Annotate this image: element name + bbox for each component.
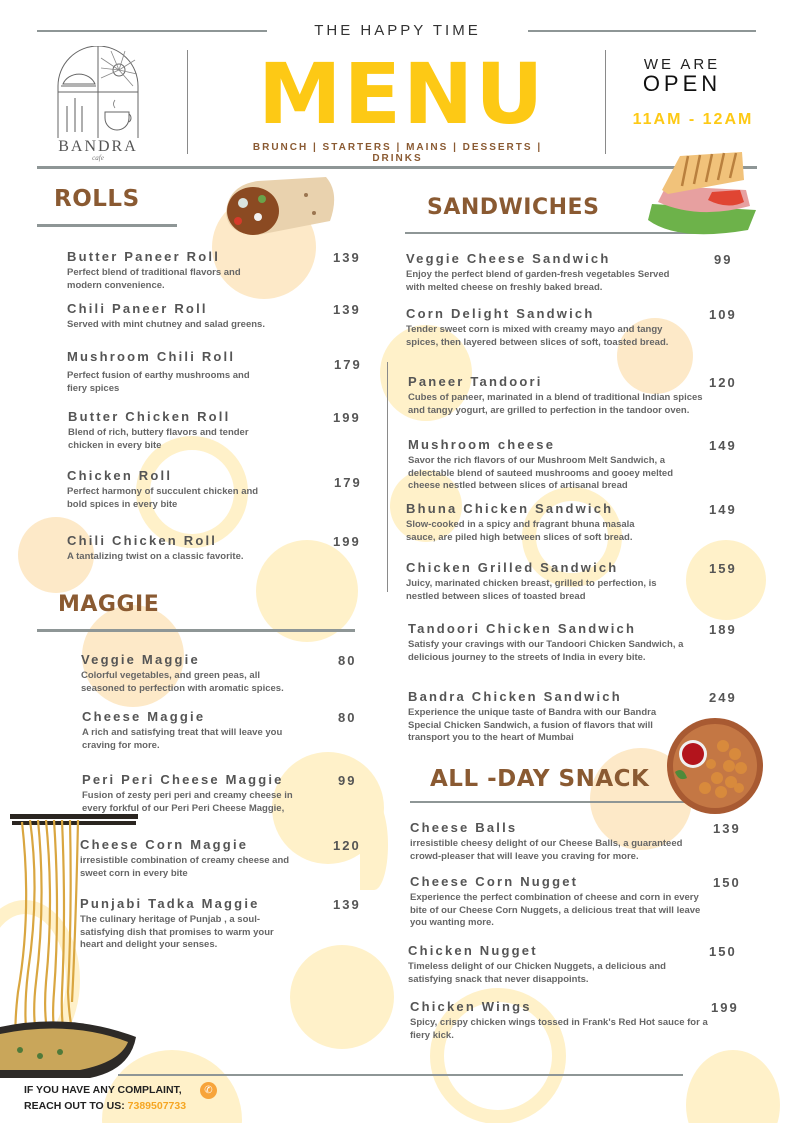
item-description: irresistible cheesy delight of our Cheese Balls, a guaranteed crowd-pleaser that will leave you craving for more. bbox=[410, 838, 683, 862]
item-name: Butter Paneer Roll bbox=[67, 249, 221, 264]
complaint-notice bbox=[24, 1082, 186, 1114]
item-description: Served with mint chutney and salad greens. bbox=[67, 319, 265, 330]
phone-number[interactable]: 7389507733 bbox=[127, 1100, 187, 1112]
item-price: 120 bbox=[709, 375, 737, 390]
item-name: Veggie Maggie bbox=[81, 652, 200, 667]
menu-item bbox=[67, 249, 267, 292]
item-description: The culinary heritage of Punjab , a soul-satisfying dish that promises to warm your heart and delight your senses. bbox=[80, 914, 274, 950]
item-price: 179 bbox=[334, 475, 362, 490]
item-name: Chicken Wings bbox=[410, 999, 532, 1014]
item-price: 139 bbox=[333, 302, 361, 317]
item-description: Perfect fusion of earthy mushrooms and fiery spices bbox=[67, 370, 250, 394]
item-name: Chicken Nugget bbox=[408, 943, 538, 958]
item-name: Bhuna Chicken Sandwich bbox=[406, 501, 614, 516]
complaint-line1: IF YOU HAVE ANY COMPLAINT, bbox=[24, 1084, 182, 1096]
item-description: A rich and satisfying treat that will leave you craving for more. bbox=[82, 727, 283, 751]
item-name: Tandoori Chicken Sandwich bbox=[408, 621, 637, 636]
item-description: Blend of rich, buttery flavors and tender chicken in every bite bbox=[68, 427, 249, 451]
header-line-right bbox=[528, 30, 756, 32]
item-price: 139 bbox=[333, 897, 361, 912]
item-name: Cheese Balls bbox=[410, 820, 518, 835]
menu-item bbox=[82, 709, 297, 752]
item-name: Butter Chicken Roll bbox=[68, 409, 231, 424]
item-price: 179 bbox=[334, 357, 362, 372]
item-description: Colorful vegetables, and green peas, all seasoned to perfection with aromatic spices. bbox=[81, 670, 284, 694]
menu-item bbox=[67, 301, 307, 332]
menu-item bbox=[67, 533, 307, 564]
menu-item bbox=[410, 999, 710, 1042]
item-name: Cheese Corn Maggie bbox=[80, 837, 249, 852]
logo-emblem-icon bbox=[55, 46, 141, 138]
menu-subtitle: THE HAPPY TIME bbox=[314, 22, 481, 39]
menu-item bbox=[406, 560, 676, 603]
item-description: Spicy, crispy chicken wings tossed in Frank's Red Hot sauce for a fiery kick. bbox=[410, 1017, 708, 1041]
wrap-roll-image bbox=[218, 173, 338, 239]
menu-item bbox=[408, 437, 683, 493]
section-title-maggie: MAGGIE bbox=[58, 592, 160, 617]
item-price: 120 bbox=[333, 838, 361, 853]
page-title: MENU bbox=[258, 45, 546, 143]
item-name: Bandra Chicken Sandwich bbox=[408, 689, 622, 704]
item-description: Perfect blend of traditional flavors and modern convenience. bbox=[67, 267, 241, 291]
complaint-line2 bbox=[24, 1098, 186, 1114]
item-description: Slow-cooked in a spicy and fragrant bhuna masala sauce, are piled high between slices of soft bread. bbox=[406, 519, 635, 543]
logo-subtitle: cafe bbox=[92, 154, 104, 162]
complaint-label: REACH OUT TO US: bbox=[24, 1100, 125, 1112]
menu-item bbox=[408, 943, 678, 986]
item-description: irresistible combination of creamy cheese and sweet corn in every bite bbox=[80, 855, 290, 879]
menu-item bbox=[408, 621, 698, 664]
item-name: Cheese Maggie bbox=[82, 709, 206, 724]
item-price: 139 bbox=[713, 821, 741, 836]
item-description: Enjoy the perfect blend of garden-fresh vegetables Served with melted cheese on freshly baked bread. bbox=[406, 269, 670, 293]
maggie-underline bbox=[37, 629, 355, 632]
item-name: Chili Paneer Roll bbox=[67, 301, 208, 316]
item-price: 149 bbox=[709, 502, 737, 517]
item-name: Chicken Roll bbox=[67, 468, 173, 483]
decor-circle bbox=[360, 800, 388, 890]
item-name: Chili Chicken Roll bbox=[67, 533, 218, 548]
menu-item bbox=[406, 501, 646, 544]
item-price: 199 bbox=[711, 1000, 739, 1015]
open-label-line2: OPEN bbox=[642, 71, 722, 96]
menu-item bbox=[406, 251, 676, 294]
item-price: 99 bbox=[714, 252, 733, 267]
item-name: Punjabi Tadka Maggie bbox=[80, 896, 260, 911]
item-price: 109 bbox=[709, 307, 737, 322]
menu-item bbox=[410, 874, 705, 930]
item-price: 139 bbox=[333, 250, 361, 265]
item-price: 149 bbox=[709, 438, 737, 453]
rolls-underline bbox=[37, 224, 177, 227]
column-divider bbox=[387, 362, 388, 592]
decor-circle bbox=[290, 945, 394, 1049]
item-price: 99 bbox=[338, 773, 357, 788]
menu-item bbox=[67, 349, 267, 395]
item-description: Experience the unique taste of Bandra with our Bandra Special Chicken Sandwich, a fusion of flavors that will transport you to the heart of Mumbai bbox=[408, 707, 657, 743]
item-price: 189 bbox=[709, 622, 737, 637]
item-description: Experience the perfect combination of cheese and corn in every bite of our Cheese Corn Nuggets, a delicious treat that will leave you wanting more. bbox=[410, 892, 701, 928]
noodle-bowl-image bbox=[0, 812, 140, 1078]
decor-circle bbox=[686, 1050, 780, 1123]
nuggets-plate-image bbox=[665, 716, 765, 816]
item-price: 80 bbox=[338, 710, 357, 725]
item-price: 80 bbox=[338, 653, 357, 668]
menu-item bbox=[81, 652, 301, 695]
item-name: Veggie Cheese Sandwich bbox=[406, 251, 611, 266]
footer-line bbox=[118, 1074, 683, 1076]
item-price: 199 bbox=[333, 410, 361, 425]
sandwich-image bbox=[638, 150, 764, 242]
snacks-underline bbox=[410, 801, 695, 803]
item-name: Paneer Tandoori bbox=[408, 374, 543, 389]
decor-circle bbox=[686, 540, 766, 620]
menu-item bbox=[408, 374, 713, 417]
menu-item bbox=[82, 772, 297, 815]
phone-icon: ✆ bbox=[200, 1082, 217, 1099]
item-description: Fusion of zesty peri peri and creamy cheese in every forkful of our Peri Peri Cheese Maggie, bbox=[82, 790, 293, 814]
item-name: Cheese Corn Nugget bbox=[410, 874, 579, 889]
item-name: Mushroom cheese bbox=[408, 437, 556, 452]
menu-item bbox=[67, 468, 267, 511]
menu-item bbox=[410, 820, 700, 863]
item-price: 150 bbox=[709, 944, 737, 959]
item-description: Perfect harmony of succulent chicken and bold spices in every bite bbox=[67, 486, 259, 510]
item-description: Savor the rich flavors of our Mushroom Melt Sandwich, a delectable blend of sauteed mushrooms and gooey melted cheese nestled between slices of artisanal bread bbox=[408, 455, 673, 491]
item-description: Satisfy your cravings with our Tandoori Chicken Sandwich, a delicious journey to the streets of India in every bite. bbox=[408, 639, 684, 663]
item-name: Corn Delight Sandwich bbox=[406, 306, 595, 321]
header-line-left bbox=[37, 30, 267, 32]
item-name: Chicken Grilled Sandwich bbox=[406, 560, 619, 575]
item-description: Juicy, marinated chicken breast, grilled to perfection, is nestled between slices of toasted bread bbox=[406, 578, 657, 602]
open-label-line1: WE ARE bbox=[643, 56, 721, 73]
section-title-sandwiches: SANDWICHES bbox=[427, 195, 600, 220]
item-price: 150 bbox=[713, 875, 741, 890]
menu-item bbox=[68, 409, 268, 452]
item-description: Timeless delight of our Chicken Nuggets, a delicious and satisfying snack that never disappoints. bbox=[408, 961, 666, 985]
menu-item bbox=[408, 689, 670, 745]
item-description: A tantalizing twist on a classic favorite. bbox=[67, 551, 244, 562]
item-description: Tender sweet corn is mixed with creamy mayo and tangy spices, then layered between slices of soft, toasted bread. bbox=[406, 324, 669, 348]
category-list: BRUNCH | STARTERS | MAINS | DESSERTS | DRINKS bbox=[252, 142, 543, 164]
section-title-all-day-snack: ALL -DAY SNACK bbox=[430, 766, 650, 792]
menu-item bbox=[406, 306, 686, 349]
item-name: Mushroom Chili Roll bbox=[67, 349, 236, 364]
header-divider-left bbox=[187, 50, 188, 154]
item-price: 249 bbox=[709, 690, 737, 705]
item-description: Cubes of paneer, marinated in a blend of traditional Indian spices and tangy yogurt, are grilled to perfection in the tandoor oven. bbox=[408, 392, 703, 416]
header-divider-right bbox=[605, 50, 606, 154]
opening-hours: 11AM - 12AM bbox=[632, 111, 754, 128]
item-price: 159 bbox=[709, 561, 737, 576]
logo-name: BANDRA bbox=[58, 138, 138, 155]
item-price: 199 bbox=[333, 534, 361, 549]
item-name: Peri Peri Cheese Maggie bbox=[82, 772, 284, 787]
section-title-rolls: ROLLS bbox=[54, 186, 140, 212]
